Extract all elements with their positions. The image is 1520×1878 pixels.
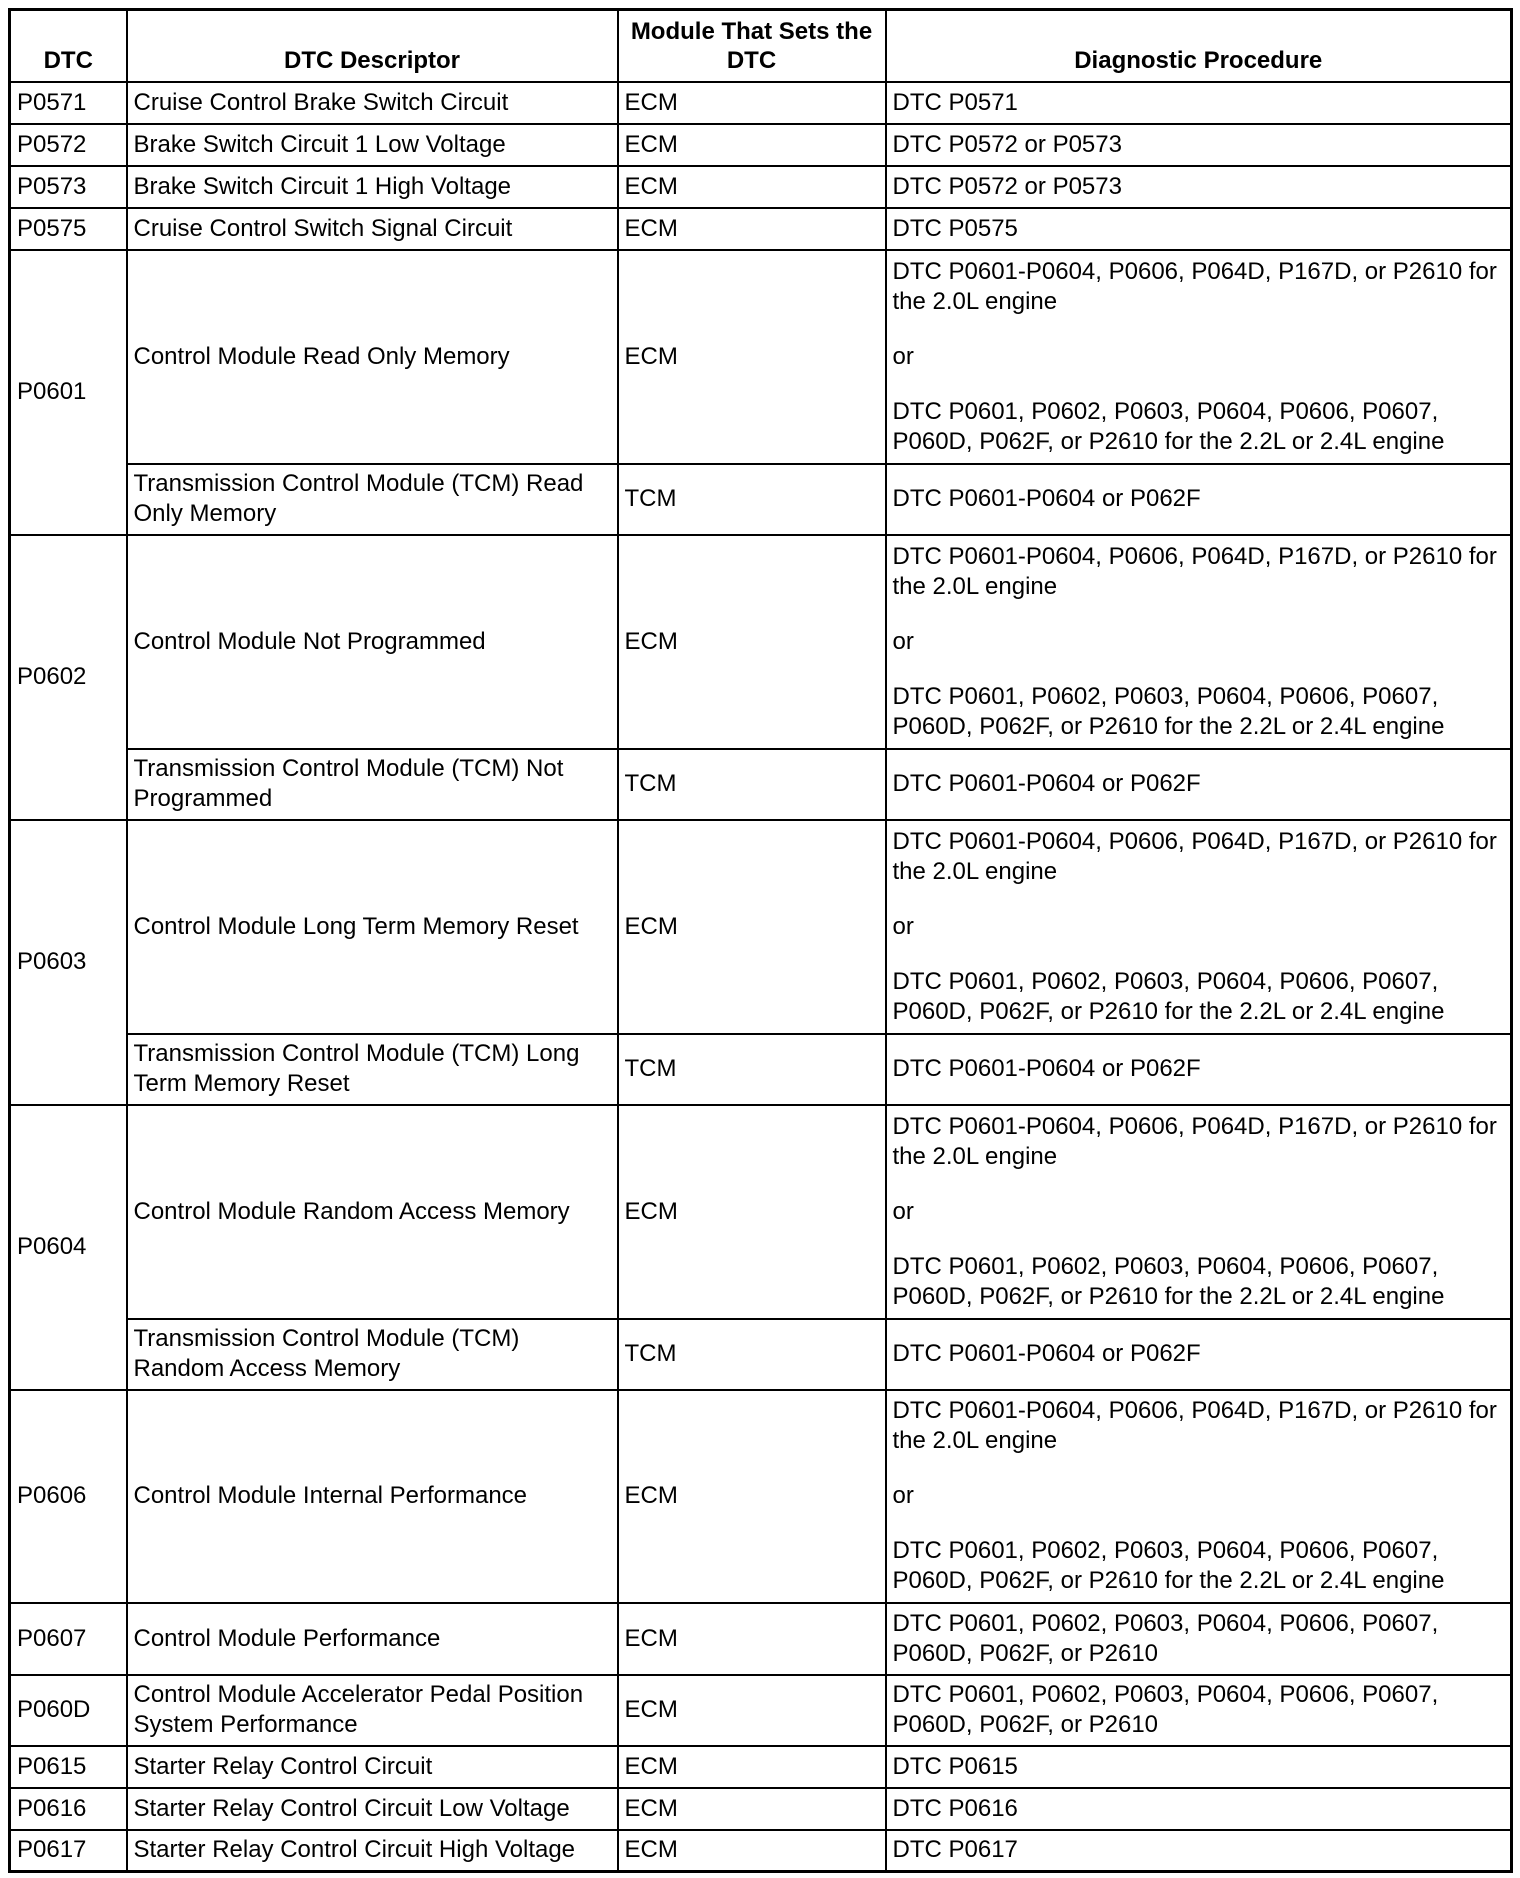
header-row (10, 10, 1512, 82)
module: ECM (618, 1603, 886, 1675)
module: ECM (618, 250, 886, 464)
dtc-descriptor: Control Module Random Access Memory (127, 1105, 618, 1319)
diagnostic-procedure (886, 464, 1512, 535)
procedure-text: DTC P0601-P0604, P0606, P064D, P167D, or P2610 for the 2.0L engine (892, 1112, 1497, 1170)
header-descriptor: DTC Descriptor (127, 10, 618, 82)
procedure-or: or (892, 627, 914, 655)
diagnostic-procedure (886, 820, 1512, 1034)
module: TCM (618, 1034, 886, 1105)
dtc-table (8, 8, 1513, 1873)
module: ECM (618, 1788, 886, 1830)
module: ECM (618, 535, 886, 749)
diagnostic-procedure (886, 1034, 1512, 1105)
dtc-descriptor: Control Module Read Only Memory (127, 250, 618, 464)
module: ECM (618, 208, 886, 250)
dtc-descriptor: Cruise Control Brake Switch Circuit (127, 82, 618, 124)
module: ECM (618, 124, 886, 166)
table-row (10, 464, 1512, 535)
module: ECM (618, 1105, 886, 1319)
table-row (10, 1603, 1512, 1675)
procedure-text: DTC P0601, P0602, P0603, P0604, P0606, P0607, P060D, P062F, or P2610 for the 2.2L or 2.4L engine (892, 397, 1445, 455)
dtc-code: P0604 (10, 1105, 127, 1390)
dtc-code: P0573 (10, 166, 127, 208)
dtc-descriptor: Transmission Control Module (TCM) Not Programmed (127, 749, 618, 820)
table-row (10, 749, 1512, 820)
dtc-descriptor: Control Module Long Term Memory Reset (127, 820, 618, 1034)
dtc-code: P0571 (10, 82, 127, 124)
diagnostic-procedure (886, 250, 1512, 464)
diagnostic-procedure (886, 124, 1512, 166)
procedure-text: DTC P0601-P0604, P0606, P064D, P167D, or P2610 for the 2.0L engine (892, 542, 1497, 600)
diagnostic-procedure (886, 166, 1512, 208)
procedure-or: or (892, 912, 914, 940)
module: ECM (618, 1675, 886, 1746)
procedure-text: DTC P0601-P0604, P0606, P064D, P167D, or P2610 for the 2.0L engine (892, 257, 1497, 315)
dtc-descriptor: Transmission Control Module (TCM) Long Term Memory Reset (127, 1034, 618, 1105)
procedure-text: DTC P0601-P0604 or P062F (892, 770, 1201, 797)
dtc-code: P0616 (10, 1788, 127, 1830)
procedure-or: or (892, 1482, 914, 1509)
dtc-descriptor: Cruise Control Switch Signal Circuit (127, 208, 618, 250)
procedure-text: DTC P0601-P0604, P0606, P064D, P167D, or P2610 for the 2.0L engine (892, 1397, 1497, 1454)
diagnostic-procedure (886, 208, 1512, 250)
procedure-or: or (892, 1197, 914, 1225)
diagnostic-procedure (886, 1319, 1512, 1390)
dtc-descriptor: Transmission Control Module (TCM) Read Only Memory (127, 464, 618, 535)
diagnostic-procedure (886, 1746, 1512, 1788)
procedure-text: DTC P0601-P0604, P0606, P064D, P167D, or P2610 for the 2.0L engine (892, 827, 1497, 885)
module: ECM (618, 1830, 886, 1872)
dtc-descriptor: Control Module Internal Performance (127, 1390, 618, 1603)
dtc-code: P0617 (10, 1830, 127, 1872)
table-row (10, 1105, 1512, 1319)
dtc-code: P0575 (10, 208, 127, 250)
dtc-descriptor: Starter Relay Control Circuit (127, 1746, 618, 1788)
dtc-code: P0603 (10, 820, 127, 1105)
table-row (10, 1319, 1512, 1390)
module: TCM (618, 464, 886, 535)
table-row (10, 166, 1512, 208)
procedure-text: DTC P0601-P0604 or P062F (892, 485, 1201, 512)
procedure-text: DTC P0601-P0604 or P062F (892, 1340, 1201, 1367)
table-row (10, 250, 1512, 464)
table-row (10, 535, 1512, 749)
dtc-descriptor: Starter Relay Control Circuit High Voltage (127, 1830, 618, 1872)
dtc-code: P060D (10, 1675, 127, 1746)
diagnostic-procedure (886, 1390, 1512, 1603)
procedure-text: DTC P0601, P0602, P0603, P0604, P0606, P0607, P060D, P062F, or P2610 for the 2.2L or 2.4L engine (892, 1537, 1445, 1594)
module: TCM (618, 749, 886, 820)
table-row (10, 124, 1512, 166)
module: TCM (618, 1319, 886, 1390)
procedure-text: DTC P0575 (892, 214, 1018, 242)
dtc-descriptor: Control Module Performance (127, 1603, 618, 1675)
procedure-text: DTC P0616 (892, 1794, 1018, 1822)
procedure-text: DTC P0615 (892, 1752, 1018, 1780)
diagnostic-procedure (886, 1788, 1512, 1830)
dtc-descriptor: Control Module Not Programmed (127, 535, 618, 749)
table-row (10, 208, 1512, 250)
procedure-text: DTC P0601, P0602, P0603, P0604, P0606, P0607, P060D, P062F, or P2610 (892, 1609, 1439, 1667)
dtc-code: P0615 (10, 1746, 127, 1788)
dtc-code: P0601 (10, 250, 127, 535)
table-row (10, 1830, 1512, 1872)
procedure-or: or (892, 342, 914, 370)
diagnostic-procedure (886, 1675, 1512, 1746)
table-row (10, 1746, 1512, 1788)
dtc-descriptor: Transmission Control Module (TCM) Random Access Memory (127, 1319, 618, 1390)
procedure-text: DTC P0572 or P0573 (892, 172, 1122, 200)
dtc-descriptor: Brake Switch Circuit 1 Low Voltage (127, 124, 618, 166)
dtc-code: P0607 (10, 1603, 127, 1675)
table-row (10, 1788, 1512, 1830)
diagnostic-procedure (886, 535, 1512, 749)
procedure-text: DTC P0617 (892, 1836, 1018, 1864)
table-row (10, 1034, 1512, 1105)
header-module: Module That Sets the DTC (618, 10, 886, 82)
procedure-text: DTC P0571 (892, 88, 1018, 116)
diagnostic-procedure (886, 1603, 1512, 1675)
diagnostic-procedure (886, 749, 1512, 820)
header-dtc: DTC (10, 10, 127, 82)
dtc-descriptor: Starter Relay Control Circuit Low Voltage (127, 1788, 618, 1830)
diagnostic-procedure (886, 1105, 1512, 1319)
dtc-descriptor: Control Module Accelerator Pedal Position System Performance (127, 1675, 618, 1746)
procedure-text: DTC P0601, P0602, P0603, P0604, P0606, P0607, P060D, P062F, or P2610 for the 2.2L or 2.4L engine (892, 967, 1445, 1025)
dtc-descriptor: Brake Switch Circuit 1 High Voltage (127, 166, 618, 208)
module: ECM (618, 1390, 886, 1603)
procedure-text: DTC P0601, P0602, P0603, P0604, P0606, P0607, P060D, P062F, or P2610 (892, 1681, 1439, 1738)
module: ECM (618, 166, 886, 208)
dtc-code: P0572 (10, 124, 127, 166)
module: ECM (618, 1746, 886, 1788)
table-row (10, 82, 1512, 124)
procedure-text: DTC P0601, P0602, P0603, P0604, P0606, P0607, P060D, P062F, or P2610 for the 2.2L or 2.4L engine (892, 1252, 1445, 1310)
diagnostic-procedure (886, 1830, 1512, 1872)
dtc-code: P0606 (10, 1390, 127, 1603)
table-row (10, 1675, 1512, 1746)
diagnostic-procedure (886, 82, 1512, 124)
table-row (10, 1390, 1512, 1603)
procedure-text: DTC P0601-P0604 or P062F (892, 1055, 1201, 1082)
module: ECM (618, 820, 886, 1034)
header-procedure: Diagnostic Procedure (886, 10, 1512, 82)
table-row (10, 820, 1512, 1034)
module: ECM (618, 82, 886, 124)
dtc-code: P0602 (10, 535, 127, 820)
procedure-text: DTC P0601, P0602, P0603, P0604, P0606, P0607, P060D, P062F, or P2610 for the 2.2L or 2.4L engine (892, 682, 1445, 740)
procedure-text: DTC P0572 or P0573 (892, 130, 1122, 158)
